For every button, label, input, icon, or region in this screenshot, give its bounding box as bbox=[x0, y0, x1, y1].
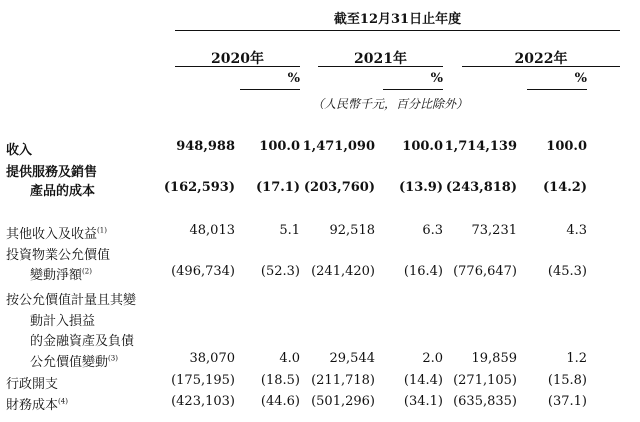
pct-2021-rule bbox=[383, 89, 443, 90]
row-label-line: 收入 bbox=[6, 143, 33, 158]
footnote-marker: (3) bbox=[108, 354, 118, 363]
amount-cell: (496,734) bbox=[171, 264, 235, 279]
percent-cell: (18.5) bbox=[260, 373, 300, 388]
percent-cell: (44.6) bbox=[260, 394, 300, 409]
year-2020-rule bbox=[175, 66, 300, 67]
percent-cell: (34.1) bbox=[403, 394, 443, 409]
amount-cell: (211,718) bbox=[311, 373, 375, 388]
amount-cell: 92,518 bbox=[329, 223, 375, 238]
year-2022-rule bbox=[462, 66, 620, 67]
percent-cell: 6.3 bbox=[422, 223, 443, 238]
amount-cell: (175,195) bbox=[171, 373, 235, 388]
row-label-line: 其他收入及收益$^{(1)}$ bbox=[6, 226, 107, 242]
footnote-marker: (1) bbox=[97, 226, 107, 235]
amount-cell: (203,760) bbox=[303, 180, 375, 195]
pct-2021: % bbox=[430, 71, 443, 86]
percent-cell: 1.2 bbox=[566, 351, 587, 366]
amount-cell: 948,988 bbox=[176, 139, 235, 154]
row-label-line: 行政開支 bbox=[6, 377, 59, 392]
percent-cell: (45.3) bbox=[547, 264, 587, 279]
percent-cell: 100.0 bbox=[259, 139, 300, 154]
amount-cell: 48,013 bbox=[189, 223, 235, 238]
percent-cell: (13.9) bbox=[399, 180, 443, 195]
year-2021-rule bbox=[318, 66, 443, 67]
percent-cell: 2.0 bbox=[422, 351, 443, 366]
amount-cell: 19,859 bbox=[471, 351, 517, 366]
amount-cell: 38,070 bbox=[189, 351, 235, 366]
percent-cell: 5.1 bbox=[279, 223, 300, 238]
footnote-marker: (4) bbox=[58, 397, 68, 406]
header-rule bbox=[175, 30, 620, 31]
pct-2020: % bbox=[287, 71, 300, 86]
amount-cell: (423,103) bbox=[171, 394, 235, 409]
row-label-line: 公允價值變動$^{(3)}$ bbox=[30, 354, 118, 370]
amount-cell: (241,420) bbox=[311, 264, 375, 279]
amount-cell: 29,544 bbox=[329, 351, 375, 366]
percent-cell: (14.2) bbox=[543, 180, 587, 195]
percent-cell: (15.8) bbox=[547, 373, 587, 388]
percent-cell: 100.0 bbox=[546, 139, 587, 154]
percent-cell: (14.4) bbox=[403, 373, 443, 388]
amount-cell: 1,471,090 bbox=[302, 139, 375, 154]
pct-2022: % bbox=[574, 71, 587, 86]
amount-cell: (162,593) bbox=[163, 180, 235, 195]
row-label-line: 變動淨額$^{(2)}$ bbox=[30, 267, 92, 283]
percent-cell: (52.3) bbox=[260, 264, 300, 279]
amount-cell: 1,714,139 bbox=[444, 139, 517, 154]
row-label-line: 提供服務及銷售 bbox=[6, 165, 98, 180]
percent-cell: (16.4) bbox=[403, 264, 443, 279]
amount-cell: (501,296) bbox=[311, 394, 375, 409]
pct-2020-rule bbox=[240, 89, 300, 90]
amount-cell: (271,105) bbox=[453, 373, 517, 388]
percent-cell: 4.3 bbox=[566, 223, 587, 238]
row-label-line: 按公允價值計量且其變 bbox=[6, 293, 137, 308]
row-label-line: 投資物業公允價值 bbox=[6, 248, 111, 263]
row-label-line: 動計入損益 bbox=[30, 314, 96, 329]
row-label-line: 財務成本$^{(4)}$ bbox=[6, 397, 68, 413]
unit-note: （人民幣千元，百分比除外） bbox=[312, 97, 469, 111]
amount-cell: (635,835) bbox=[453, 394, 517, 409]
year-2020: 2020年 bbox=[211, 51, 264, 67]
amount-cell: (243,818) bbox=[445, 180, 517, 195]
footnote-marker: (2) bbox=[82, 267, 92, 276]
percent-cell: (37.1) bbox=[547, 394, 587, 409]
pct-2022-rule bbox=[527, 89, 587, 90]
year-2022: 2022年 bbox=[514, 51, 568, 67]
row-label-line: 產品的成本 bbox=[30, 184, 96, 199]
year-2021: 2021年 bbox=[354, 51, 407, 67]
percent-cell: (17.1) bbox=[256, 180, 300, 195]
percent-cell: 100.0 bbox=[402, 139, 443, 154]
row-label-line: 的金融資產及負債 bbox=[30, 334, 135, 349]
amount-cell: (776,647) bbox=[453, 264, 517, 279]
percent-cell: 4.0 bbox=[279, 351, 300, 366]
amount-cell: 73,231 bbox=[471, 223, 517, 238]
period-header: 截至12月31日止年度 bbox=[333, 12, 462, 27]
